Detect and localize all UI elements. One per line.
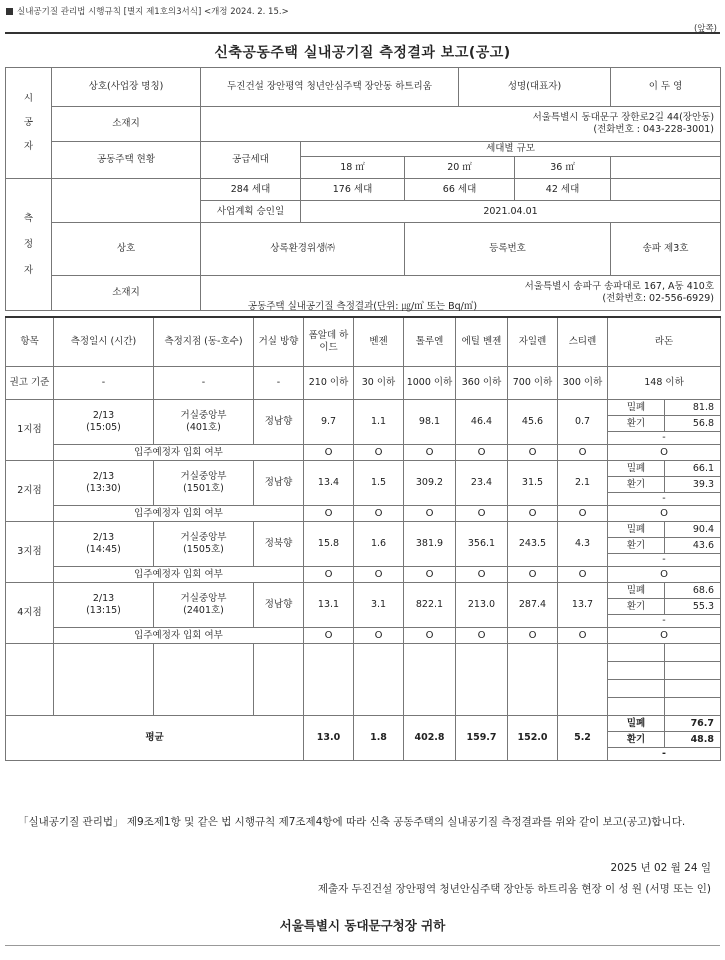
radon-closed: 81.8: [665, 400, 721, 416]
radon-vent: 43.6: [665, 538, 721, 554]
blank-cell: [665, 662, 721, 680]
presence-mark: O: [354, 628, 404, 644]
presence-mark: O: [508, 445, 558, 461]
site-value: 13.7: [558, 583, 608, 628]
site-location: [154, 522, 254, 567]
site-value: 309.2: [404, 461, 456, 506]
blank-cell: [354, 644, 404, 716]
col-direction: 거실 방향: [254, 317, 304, 367]
blank-cell: [404, 644, 456, 716]
site-value: 23.4: [456, 461, 508, 506]
blank-cell: [665, 644, 721, 662]
site-value: 45.6: [508, 400, 558, 445]
results-section-title: 공동주택 실내공기질 측정결과(단위: ㎍/㎥ 또는 Bq/㎥): [247, 301, 478, 312]
presence-mark: O: [508, 506, 558, 522]
site-row: [6, 583, 721, 599]
presence-mark: O: [558, 445, 608, 461]
site-name: 1지점: [6, 400, 54, 461]
col-item: 항목: [6, 317, 54, 367]
site-date: 2/13: [92, 532, 115, 543]
measurer-addr-phone: (전화번호: 02-556-6929): [602, 293, 715, 304]
document-title: 신축공동주택 실내공기질 측정결과 보고(공고): [214, 45, 511, 61]
site-value: 15.8: [304, 522, 354, 567]
recommend-value: 700 이하: [508, 367, 558, 400]
site-value: 822.1: [404, 583, 456, 628]
presence-mark: O: [354, 567, 404, 583]
recommend-dir: -: [254, 367, 304, 400]
blank-cell: [665, 680, 721, 698]
site-direction: 정남향: [254, 400, 304, 445]
blank-cell: [6, 644, 54, 716]
site-direction: 정북향: [254, 522, 304, 567]
size-empty: [611, 157, 721, 179]
presence-mark: O: [558, 506, 608, 522]
recommend-loc: -: [154, 367, 254, 400]
builder-addr-label: 소재지: [52, 107, 201, 142]
recipient: 서울특별시 동대문구청장 귀하: [279, 918, 446, 933]
builder-group-label: 시 공 자: [6, 68, 52, 179]
col-styrene: 스티렌: [558, 317, 608, 367]
measurer-reg-label: 등록번호: [405, 223, 611, 276]
builder-addr-value: 서울특별시 동대문구 장한로2길 44(장안동): [532, 112, 715, 123]
blank-cell: [508, 644, 558, 716]
results-table: [5, 316, 721, 761]
site-value: 0.7: [558, 400, 608, 445]
recommend-value: 1000 이하: [404, 367, 456, 400]
size-3: 36 ㎡: [515, 157, 611, 179]
builder-rep-label: 성명(대표자): [459, 68, 611, 107]
col-radon: 라돈: [608, 317, 721, 367]
blank-cell: [558, 644, 608, 716]
vent-label: 환기: [608, 477, 665, 493]
report-date: 2025 년 02 월 24 일: [610, 862, 711, 874]
presence-mark: O: [354, 445, 404, 461]
approval-label: 사업계획 승인일: [201, 201, 301, 223]
presence-mark: O: [304, 506, 354, 522]
average-value: 159.7: [456, 716, 508, 761]
site-value: 31.5: [508, 461, 558, 506]
status-spacer: [52, 179, 201, 223]
blank-cell: [54, 644, 154, 716]
info-table: [5, 67, 721, 311]
presence-mark: O: [608, 506, 721, 522]
presence-row: [6, 567, 721, 583]
closed-label: 밀폐: [608, 583, 665, 599]
presence-row: [6, 506, 721, 522]
site-datetime: [54, 522, 154, 567]
site-unit: (401호): [186, 422, 221, 433]
submitter-line: 제출자 두진건설 장안평역 청년안심주택 장안동 하트리움 현장 이 성 원 (서명 또는 인): [317, 883, 711, 895]
presence-row: [6, 628, 721, 644]
radon-dash: -: [608, 615, 721, 628]
builder-status-label: 공동주택 현황: [52, 142, 201, 179]
size-label: 세대별 규모: [301, 142, 721, 157]
blank-cell: [456, 644, 508, 716]
presence-mark: O: [608, 445, 721, 461]
site-value: 381.9: [404, 522, 456, 567]
radon-vent: 39.3: [665, 477, 721, 493]
site-date: 2/13: [92, 410, 115, 421]
presence-mark: O: [508, 628, 558, 644]
site-location: [154, 400, 254, 445]
bottom-rule: [5, 945, 720, 946]
recommend-value: 300 이하: [558, 367, 608, 400]
site-datetime: [54, 400, 154, 445]
approval-value: 2021.04.01: [301, 201, 721, 223]
size-2: 20 ㎡: [405, 157, 515, 179]
presence-label: 입주예정자 입회 여부: [54, 628, 304, 644]
average-row: [6, 716, 721, 732]
average-vent: 48.8: [665, 732, 721, 748]
col-date: 측정일시 (시간): [54, 317, 154, 367]
site-name: 3지점: [6, 522, 54, 583]
average-value: 5.2: [558, 716, 608, 761]
average-closed: 76.7: [665, 716, 721, 732]
average-value: 152.0: [508, 716, 558, 761]
blank-row: [6, 644, 721, 662]
site-location: [154, 461, 254, 506]
measurer-reg-value: 송파 제3호: [611, 223, 721, 276]
radon-closed: 66.1: [665, 461, 721, 477]
vent-label: 환기: [608, 599, 665, 615]
recommend-value: 30 이하: [354, 367, 404, 400]
footer-statement: 「실내공기질 관리법」 제9조제1항 및 같은 법 시행규칙 제7조제4항에 따라 신축 공동주택의 실내공기질 측정결과를 위와 같이 보고(공고)합니다.: [18, 816, 686, 828]
site-value: 1.1: [354, 400, 404, 445]
blank-cell: [665, 698, 721, 716]
site-row: [6, 522, 721, 538]
site-value: 1.6: [354, 522, 404, 567]
closed-label: 밀폐: [608, 461, 665, 477]
presence-mark: O: [456, 567, 508, 583]
presence-mark: O: [456, 445, 508, 461]
builder-addr-phone: (전화번호 : 043-228-3001): [593, 124, 715, 135]
site-time: (15:05): [86, 422, 121, 433]
col-ethylbenzene: 에틸 벤젠: [456, 317, 508, 367]
measurer-addr-value: 서울특별시 송파구 송파대로 167, A동 410호: [524, 281, 715, 292]
blank-cell: [304, 644, 354, 716]
closed-label: 밀폐: [608, 716, 665, 732]
presence-mark: O: [404, 445, 456, 461]
col-benzene: 벤젠: [354, 317, 404, 367]
units-2: 66 세대: [405, 179, 515, 201]
presence-mark: O: [508, 567, 558, 583]
units-1: 176 세대: [301, 179, 405, 201]
site-value: 287.4: [508, 583, 558, 628]
site-datetime: [54, 461, 154, 506]
radon-closed: 68.6: [665, 583, 721, 599]
site-value: 46.4: [456, 400, 508, 445]
blank-cell: [608, 680, 665, 698]
closed-label: 밀폐: [608, 400, 665, 416]
site-row: [6, 400, 721, 416]
presence-mark: O: [304, 628, 354, 644]
site-value: 2.1: [558, 461, 608, 506]
blank-cell: [608, 662, 665, 680]
presence-mark: O: [404, 628, 456, 644]
size-1: 18 ㎡: [301, 157, 405, 179]
site-unit: (2401호): [183, 605, 224, 616]
recommend-label: 권고 기준: [6, 367, 54, 400]
site-unit: (1505호): [183, 544, 224, 555]
site-value: 213.0: [456, 583, 508, 628]
average-value: 13.0: [304, 716, 354, 761]
presence-mark: O: [608, 567, 721, 583]
units-3: 42 세대: [515, 179, 611, 201]
page-side-note: (앞쪽): [693, 24, 717, 34]
units-empty: [611, 179, 721, 201]
site-value: 9.7: [304, 400, 354, 445]
blank-cell: [154, 644, 254, 716]
builder-addr-cell: [201, 107, 721, 142]
presence-mark: O: [558, 628, 608, 644]
recommend-value: 360 이하: [456, 367, 508, 400]
radon-vent: 56.8: [665, 416, 721, 432]
site-value: 4.3: [558, 522, 608, 567]
presence-mark: O: [608, 628, 721, 644]
vent-label: 환기: [608, 732, 665, 748]
radon-dash: -: [608, 493, 721, 506]
site-direction: 정남향: [254, 583, 304, 628]
blank-cell: [608, 644, 665, 662]
average-value: 402.8: [404, 716, 456, 761]
average-label: 평균: [6, 716, 304, 761]
radon-dash: -: [608, 432, 721, 445]
recommend-date: -: [54, 367, 154, 400]
form-header-note: 실내공기질 관리법 시행규칙 [별지 제1호의3서식] <개정 2024. 2. 15.>: [6, 5, 289, 17]
builder-company-label: 상호(사업장 명칭): [52, 68, 201, 107]
measurer-addr-label: 소재지: [52, 276, 201, 311]
col-formaldehyde: 폼알데 하이드: [304, 317, 354, 367]
site-value: 3.1: [354, 583, 404, 628]
site-value: 243.5: [508, 522, 558, 567]
presence-mark: O: [354, 506, 404, 522]
site-value: 13.4: [304, 461, 354, 506]
site-value: 1.5: [354, 461, 404, 506]
site-loc: 거실중앙부: [180, 410, 227, 421]
site-time: (13:30): [86, 483, 121, 494]
site-time: (13:15): [86, 605, 121, 616]
site-location: [154, 583, 254, 628]
site-name: 4지점: [6, 583, 54, 644]
site-loc: 거실중앙부: [180, 471, 227, 482]
closed-label: 밀폐: [608, 522, 665, 538]
col-toluene: 톨루엔: [404, 317, 456, 367]
presence-mark: O: [456, 506, 508, 522]
total-units: 284 세대: [201, 179, 301, 201]
site-date: 2/13: [92, 471, 115, 482]
site-row: [6, 461, 721, 477]
measurer-company-label: 상호: [52, 223, 201, 276]
site-name: 2지점: [6, 461, 54, 522]
col-xylene: 자일렌: [508, 317, 558, 367]
top-rule: [5, 32, 720, 34]
presence-mark: O: [404, 567, 456, 583]
vent-label: 환기: [608, 538, 665, 554]
builder-rep-value: 이 두 영: [611, 68, 721, 107]
site-unit: (1501호): [183, 483, 224, 494]
measurer-group-label: 측 정 자: [6, 179, 52, 311]
builder-company-value: 두진건설 장안평역 청년안심주택 장안동 하트리움: [201, 68, 459, 107]
measurer-company-value: 상록환경위생㈜: [201, 223, 405, 276]
radon-closed: 90.4: [665, 522, 721, 538]
presence-mark: O: [456, 628, 508, 644]
site-datetime: [54, 583, 154, 628]
average-value: 1.8: [354, 716, 404, 761]
radon-dash: -: [608, 554, 721, 567]
site-value: 13.1: [304, 583, 354, 628]
presence-mark: O: [304, 567, 354, 583]
recommend-value: 210 이하: [304, 367, 354, 400]
presence-mark: O: [304, 445, 354, 461]
site-value: 98.1: [404, 400, 456, 445]
col-location: 측정지점 (동-호수): [154, 317, 254, 367]
recommend-radon: 148 이하: [608, 367, 721, 400]
site-date: 2/13: [92, 593, 115, 604]
blank-cell: [608, 698, 665, 716]
site-value: 356.1: [456, 522, 508, 567]
site-loc: 거실중앙부: [180, 532, 227, 543]
presence-mark: O: [404, 506, 456, 522]
presence-label: 입주예정자 입회 여부: [54, 506, 304, 522]
presence-label: 입주예정자 입회 여부: [54, 445, 304, 461]
vent-label: 환기: [608, 416, 665, 432]
presence-mark: O: [558, 567, 608, 583]
site-loc: 거실중앙부: [180, 593, 227, 604]
average-dash: -: [608, 748, 721, 761]
supply-label: 공급세대: [201, 142, 301, 179]
radon-vent: 55.3: [665, 599, 721, 615]
site-direction: 정남향: [254, 461, 304, 506]
site-time: (14:45): [86, 544, 121, 555]
square-bullet-icon: [6, 8, 13, 15]
presence-label: 입주예정자 입회 여부: [54, 567, 304, 583]
presence-row: [6, 445, 721, 461]
blank-cell: [254, 644, 304, 716]
